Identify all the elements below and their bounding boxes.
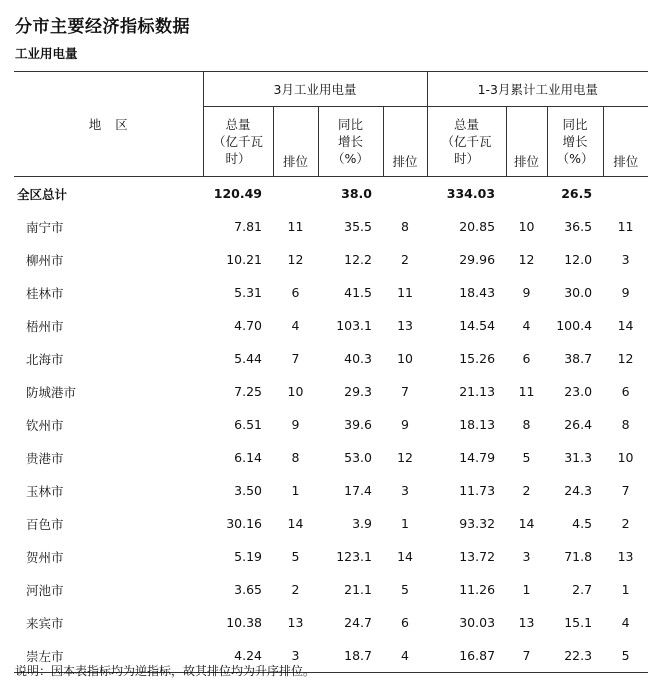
region-name: 贵港市 bbox=[26, 450, 64, 466]
q1-total-rank: 4 bbox=[522, 318, 531, 333]
region-name: 百色市 bbox=[26, 516, 64, 532]
q1-growth: 26.5 bbox=[561, 186, 593, 201]
q1-growth-rank: 6 bbox=[621, 384, 630, 399]
march-total: 5.19 bbox=[234, 549, 262, 564]
region-name: 贺州市 bbox=[26, 549, 64, 565]
march-growth: 24.7 bbox=[344, 615, 372, 630]
region-header: 地区 bbox=[14, 72, 203, 177]
march-total: 4.24 bbox=[234, 648, 262, 663]
march-growth-rank: 13 bbox=[397, 318, 413, 333]
q1-growth: 30.0 bbox=[564, 285, 593, 300]
march-growth-rank: 11 bbox=[397, 285, 413, 300]
q1-total: 11.26 bbox=[459, 582, 496, 597]
march-growth: 29.3 bbox=[344, 384, 372, 399]
q1-total-rank: 5 bbox=[522, 450, 531, 465]
footnote: 说明：因本表指标均为逆指标，故其排位均为升序排位。 bbox=[15, 664, 316, 678]
march-total: 5.31 bbox=[234, 285, 262, 300]
q1-total-header: 总量 （亿千瓦 时） bbox=[427, 107, 506, 177]
march-total-rank: 13 bbox=[287, 615, 304, 630]
q1-growth: 36.5 bbox=[564, 219, 593, 234]
q1-total: 30.03 bbox=[459, 615, 496, 630]
march-total: 5.44 bbox=[234, 351, 262, 366]
q1-total-rank: 13 bbox=[518, 615, 535, 630]
march-total-rank: 12 bbox=[287, 252, 304, 267]
march-growth: 3.9 bbox=[352, 516, 372, 531]
q1-growth-rank: 12 bbox=[617, 351, 634, 366]
q1-growth: 12.0 bbox=[564, 252, 593, 267]
q1-total-rank: 6 bbox=[522, 351, 531, 366]
march-growth: 40.3 bbox=[344, 351, 372, 366]
march-total-rank: 8 bbox=[291, 450, 300, 465]
march-growth-rank: 4 bbox=[401, 648, 409, 663]
table-row bbox=[14, 540, 648, 573]
march-total-rank: 10 bbox=[287, 384, 304, 399]
region-name: 柳州市 bbox=[26, 252, 64, 268]
march-total-rank: 2 bbox=[291, 582, 300, 597]
march-total: 7.81 bbox=[234, 219, 262, 234]
march-total-rank: 1 bbox=[291, 483, 300, 498]
march-growth-rank: 3 bbox=[401, 483, 409, 498]
table-row bbox=[14, 507, 648, 540]
table-row bbox=[14, 474, 648, 507]
q1-total: 14.54 bbox=[459, 318, 496, 333]
march-growth-header: 同比 增长 （%） bbox=[318, 107, 383, 177]
march-total: 4.70 bbox=[234, 318, 262, 333]
table-row bbox=[14, 342, 648, 375]
march-total: 7.25 bbox=[234, 384, 262, 399]
march-total-rank: 4 bbox=[291, 318, 300, 333]
region-name: 崇左市 bbox=[26, 648, 64, 664]
table-row bbox=[14, 441, 648, 474]
q1-growth-rank: 7 bbox=[621, 483, 630, 498]
table-row bbox=[14, 243, 648, 276]
q1-total-rank: 12 bbox=[518, 252, 535, 267]
march-group-header: 3月工业用电量 bbox=[203, 72, 427, 107]
q1-total: 334.03 bbox=[446, 186, 496, 201]
q1-total-rank: 8 bbox=[522, 417, 531, 432]
march-growth: 18.7 bbox=[344, 648, 372, 663]
region-name: 河池市 bbox=[26, 582, 64, 598]
march-growth-rank: 6 bbox=[401, 615, 409, 630]
region-name: 北海市 bbox=[26, 351, 64, 367]
march-growth-rank: 12 bbox=[397, 450, 413, 465]
q1-growth: 100.4 bbox=[556, 318, 593, 333]
q1-growth-rank: 5 bbox=[621, 648, 630, 663]
march-growth: 12.2 bbox=[344, 252, 372, 267]
march-total-rank: 14 bbox=[287, 516, 304, 531]
table-row bbox=[14, 375, 648, 408]
table-row bbox=[14, 606, 648, 639]
march-total-rank: 9 bbox=[291, 417, 300, 432]
table-row bbox=[14, 408, 648, 441]
q1-growth: 71.8 bbox=[564, 549, 593, 564]
march-growth-rank: 10 bbox=[397, 351, 413, 366]
q1-total-rank bbox=[506, 177, 547, 211]
march-total: 3.65 bbox=[234, 582, 262, 597]
q1-total: 29.96 bbox=[459, 252, 496, 267]
q1-total-rank: 2 bbox=[522, 483, 531, 498]
q1-growth-rank: 9 bbox=[621, 285, 630, 300]
march-growth-rank: 9 bbox=[401, 417, 409, 432]
region-name: 玉林市 bbox=[26, 483, 64, 499]
q1-total: 16.87 bbox=[459, 648, 496, 663]
q1-growth: 38.7 bbox=[564, 351, 593, 366]
region-name: 梧州市 bbox=[26, 318, 64, 334]
march-total: 10.38 bbox=[226, 615, 262, 630]
march-total-rank: 6 bbox=[291, 285, 300, 300]
q1-growth-rank: 13 bbox=[617, 549, 634, 564]
region-name: 全区总计 bbox=[17, 186, 68, 202]
q1-growth-rank-header: 排位 bbox=[603, 107, 648, 177]
region-name: 南宁市 bbox=[26, 219, 64, 235]
table-row bbox=[14, 573, 648, 606]
q1-total: 21.13 bbox=[459, 384, 496, 399]
march-growth-rank: 5 bbox=[401, 582, 409, 597]
region-name: 桂林市 bbox=[26, 285, 64, 301]
march-total-rank: 7 bbox=[291, 351, 300, 366]
march-growth-rank-header: 排位 bbox=[383, 107, 427, 177]
march-growth: 38.0 bbox=[341, 186, 372, 201]
q1-total-rank: 1 bbox=[522, 582, 531, 597]
q1-total: 13.72 bbox=[459, 549, 496, 564]
q1-total: 93.32 bbox=[459, 516, 496, 531]
march-total-rank: 5 bbox=[291, 549, 300, 564]
march-total: 10.21 bbox=[226, 252, 262, 267]
march-growth-rank: 14 bbox=[397, 549, 413, 564]
q1-growth: 2.7 bbox=[572, 582, 593, 597]
q1-total-rank: 7 bbox=[522, 648, 531, 663]
q1-total-rank: 10 bbox=[518, 219, 535, 234]
q1-total-rank: 9 bbox=[522, 285, 531, 300]
march-growth-rank: 2 bbox=[401, 252, 409, 267]
march-growth: 123.1 bbox=[336, 549, 372, 564]
electricity-table bbox=[14, 71, 648, 673]
march-growth-rank bbox=[383, 177, 427, 211]
march-total: 6.51 bbox=[234, 417, 262, 432]
q1-growth: 26.4 bbox=[564, 417, 593, 432]
march-growth-rank: 7 bbox=[401, 384, 409, 399]
march-growth: 53.0 bbox=[344, 450, 372, 465]
q1-total: 15.26 bbox=[459, 351, 496, 366]
q1-total-rank: 11 bbox=[518, 384, 535, 399]
region-name: 钦州市 bbox=[26, 417, 64, 433]
q1-total-rank: 14 bbox=[518, 516, 535, 531]
region-name: 防城港市 bbox=[26, 384, 77, 400]
q1-total-rank: 3 bbox=[522, 549, 531, 564]
q1-growth-rank: 14 bbox=[617, 318, 634, 333]
q1-growth: 22.3 bbox=[564, 648, 593, 663]
table-row bbox=[14, 309, 648, 342]
q1-growth: 15.1 bbox=[564, 615, 593, 630]
q1-growth-rank: 1 bbox=[621, 582, 630, 597]
q1-total-rank-header: 排位 bbox=[506, 107, 547, 177]
table-subtitle: 工业用电量 bbox=[15, 46, 78, 61]
q1-growth: 23.0 bbox=[564, 384, 593, 399]
march-growth: 17.4 bbox=[344, 483, 372, 498]
march-total: 3.50 bbox=[234, 483, 262, 498]
table-row bbox=[14, 276, 648, 309]
march-total-header: 总量 （亿千瓦 时） bbox=[203, 107, 273, 177]
q1-growth: 24.3 bbox=[564, 483, 593, 498]
q1-growth-rank: 3 bbox=[621, 252, 630, 267]
q1-total: 11.73 bbox=[459, 483, 496, 498]
march-total-rank bbox=[273, 177, 318, 211]
march-total-rank: 11 bbox=[287, 219, 304, 234]
q1-growth-rank: 11 bbox=[617, 219, 634, 234]
march-growth-rank: 1 bbox=[401, 516, 409, 531]
march-growth-rank: 8 bbox=[401, 219, 409, 234]
q1-group-header: 1-3月累计工业用电量 bbox=[427, 72, 648, 107]
march-total: 30.16 bbox=[226, 516, 262, 531]
q1-growth-rank: 2 bbox=[621, 516, 630, 531]
march-total: 6.14 bbox=[234, 450, 262, 465]
march-total-rank: 3 bbox=[291, 648, 300, 663]
march-growth: 39.6 bbox=[344, 417, 372, 432]
march-growth: 21.1 bbox=[344, 582, 372, 597]
march-growth: 103.1 bbox=[336, 318, 372, 333]
q1-total: 20.85 bbox=[459, 219, 496, 234]
table-row bbox=[14, 210, 648, 243]
q1-growth-header: 同比 增长 （%） bbox=[547, 107, 603, 177]
march-growth: 41.5 bbox=[344, 285, 372, 300]
page-title: 分市主要经济指标数据 bbox=[15, 17, 190, 37]
q1-total: 18.13 bbox=[459, 417, 496, 432]
q1-growth: 4.5 bbox=[572, 516, 593, 531]
march-growth: 35.5 bbox=[344, 219, 372, 234]
march-total: 120.49 bbox=[213, 186, 262, 201]
q1-total: 14.79 bbox=[459, 450, 496, 465]
q1-total: 18.43 bbox=[459, 285, 496, 300]
q1-growth-rank: 8 bbox=[621, 417, 630, 432]
q1-growth-rank bbox=[603, 177, 648, 211]
region-name: 来宾市 bbox=[26, 615, 64, 631]
q1-growth: 31.3 bbox=[564, 450, 593, 465]
q1-growth-rank: 10 bbox=[617, 450, 634, 465]
march-total-rank-header: 排位 bbox=[273, 107, 318, 177]
q1-growth-rank: 4 bbox=[621, 615, 630, 630]
total-row bbox=[14, 177, 648, 211]
